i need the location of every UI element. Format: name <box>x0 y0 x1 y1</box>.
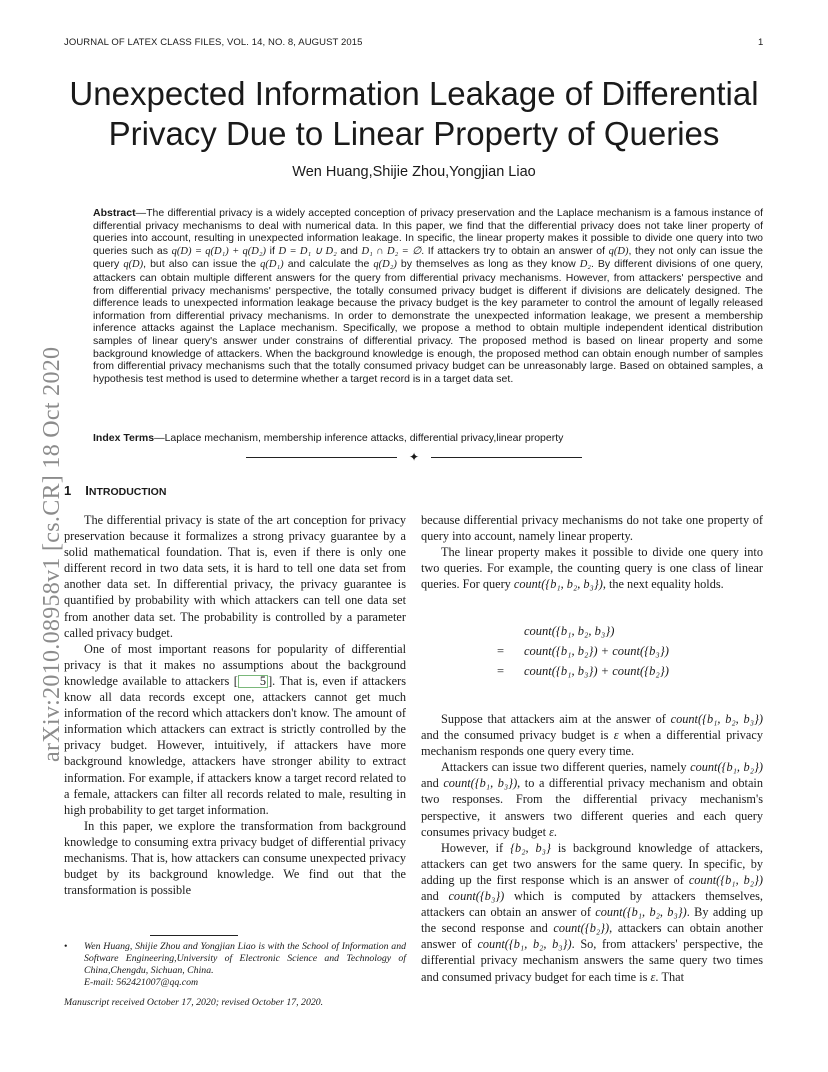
equation-row <box>497 661 669 681</box>
math-inline: count({b₁, b₂, b₃}) <box>595 905 687 920</box>
footnote <box>64 941 406 989</box>
math-inline: count({b₃}) <box>448 889 505 904</box>
math-inline: count({b₁, b₂, b₃}) <box>670 712 763 726</box>
abstract-text: , they not only can issue the query <box>93 244 764 271</box>
paragraph <box>421 840 763 985</box>
footnote-text <box>84 941 406 989</box>
author-list: Wen Huang,Shijie Zhou,Yongjian Liao <box>292 164 536 180</box>
paragraph-text: , to a differential privacy mechanism and obtain two responses. From the differential privacy mechanism's perspective, it answers two different queries and each query consumes privacy budget <box>421 776 763 839</box>
arxiv-identifier: arXiv:2010.08958v1 [cs.CR] 18 Oct 2020 <box>39 346 65 762</box>
paragraph-text: . That <box>655 969 685 984</box>
math-inline: D₁ ∩ D₂ = ∅ <box>361 245 422 257</box>
paragraph-text: and <box>421 776 444 791</box>
abstract-text: if <box>265 244 279 257</box>
paragraph <box>421 711 763 759</box>
paragraph-text: The linear property makes it possible to divide one query into two queries. For example, the counting query is one class of linear queries. For query <box>421 545 763 592</box>
equals-sign: = <box>497 644 505 658</box>
left-column <box>64 512 406 898</box>
abstract <box>93 207 763 385</box>
paragraph: One of most important reasons for popularity of differential privacy is that it makes no assumptions about the background knowledge available to attackers [ 5 ]. That is, even if attackers know all data records except one, attackers cannot get much information of the record which attackers don't know. The amount of information which attackers can extract is strictly controlled by the privacy budget. However, intuitively, if attackers have more background knowledge, attackers have stronger ability to extract information. For example, if attackers know a target record related to a female, attackers can filter all records related to male, resulting in high probability to get target information. <box>64 641 407 817</box>
paragraph: The differential privacy is state of the art conception for privacy preservation because it formalizes a strong privacy guarantee by a solid mathematical foundation. That is, even if there is only one different record in two data sets, it is hard to tell one data set from another data set. In differential privacy, the privacy guarantee is quantified by probability with which attackers can tell one data set from another data set. The probability is controlled by a parameter called privacy budget. <box>64 513 406 640</box>
section-title-rest: NTRODUCTION <box>88 486 167 498</box>
abstract-text: by themselves as long as they know <box>396 258 580 271</box>
footnote-email[interactable]: E-mail: 562421007@qq.com <box>84 977 199 988</box>
math-inline: ε <box>650 969 656 984</box>
abstract-text: . If attackers try to obtain an answer of <box>421 244 609 257</box>
math-inline: q(D₁) <box>260 259 284 271</box>
equation-row <box>497 641 669 661</box>
paragraph-text: . <box>553 824 557 839</box>
paragraph-text: when a differential privacy mechanism responds one query every time. <box>421 728 763 759</box>
footnote-rule <box>150 935 238 936</box>
paragraph-text: . So, from attackers' perspective, the differential privacy mechanism answers the same query two times and consumed privacy budget for each time is <box>421 937 763 984</box>
paragraph: because differential privacy mechanisms do not take one property of query into account, namely linear property. <box>421 513 763 544</box>
paragraph-text: and <box>421 889 449 904</box>
math-inline: q(D) = q(D₁) + q(D₂) <box>171 245 266 257</box>
equals-sign: = <box>497 664 505 678</box>
paragraph-text: Suppose that attackers aim at the answer of <box>441 712 671 726</box>
paragraph-text: One of most important reasons for popularity of differential privacy is that it makes no assumptions about the background knowledge available to attackers <box>64 641 406 688</box>
paragraph-text: is background knowledge of attackers, attackers can get two answers for the same query. In specific, by adding up the first response which is an answer of <box>421 840 763 887</box>
running-head: JOURNAL OF LATEX CLASS FILES, VOL. 14, NO. 8, AUGUST 2015 <box>64 37 363 48</box>
math-inline: count({b₁, b₂, b₃}) <box>513 577 603 592</box>
bullet-icon: • <box>64 941 68 952</box>
paragraph <box>421 759 763 839</box>
page-number: 1 <box>758 37 764 48</box>
math-inline: count({b₁, b₂}) <box>690 760 763 775</box>
paragraph-text: , the next equality holds. <box>602 577 724 592</box>
math-inline: {b₂, b₃} <box>510 840 551 855</box>
footnote-affiliation: Wen Huang, Shijie Zhou and Yongjian Liao is with the School of Information and Software Engineering,University of Electronic Science and Technology of China,Chengdu, Sichuan, China. <box>84 941 406 976</box>
equation-row <box>497 621 669 641</box>
math-inline: q(D) <box>608 245 629 257</box>
math-inline: ε <box>613 728 619 743</box>
paper-title: Unexpected Information Leakage of Differential Privacy Due to Linear Property of Queries <box>69 75 759 152</box>
abstract-text: and calculate the <box>283 258 374 271</box>
math-inline: D₂ <box>579 259 591 271</box>
abstract-text: . By different divisions of one query, attackers can obtain multiple different answers for the query from differential privacy mechanisms. However, from attackers' perspective and from differential privacy mechanisms' perspective, the totally consumed privacy budget is different if divisions are delicately designed. The difference leads to unexpected information leakage because the privacy budget is the key parameter to control the amount of legally released information from differential privacy mechanisms. In order to demonstrate the unexpected information leakage, we present a membership inference attacks against the Laplace mechanism. Specifically, we propose a method to obtain multiple independent identical distribution samples of linear query's answer under constrains of differential privacy. The proposed method is based on linear property and some background knowledge of attackers. When the background knowledge is enough, the proposed method can obtain enough number of samples from differential privacy mechanisms such that the totally consumed privacy budget can be unreasonably large. Based on obtained samples, a hypothesis test method is used to determine whether a target record is in a target data set. <box>93 258 764 385</box>
abstract-label: Abstract <box>93 207 136 219</box>
section-heading <box>64 483 166 498</box>
abstract-text: , but also can issue the <box>143 258 261 271</box>
paragraph-text: . That is, even if attackers know all data records except one, attackers cannot get much information of the record which attackers don't know. The amount of information which attackers can extract is strictly controlled by the privacy budget. However, intuitively, if attackers have more background knowledge, attackers have stronger ability to extract information. For example, if attackers know a target record related to a female, attackers can filter all records related to male, resulting in high probability to get target information. <box>64 673 407 817</box>
separator-rule-left <box>246 457 397 458</box>
manuscript-note: Manuscript received October 17, 2020; revised October 17, 2020. <box>64 997 324 1008</box>
section-initial: I <box>85 483 89 498</box>
separator-rule-right <box>431 457 582 458</box>
equation-term: count({b₁, b₂}) + count({b₃}) <box>524 644 669 658</box>
paragraph-text: Attackers can issue two different queries, namely <box>441 760 691 775</box>
display-equation <box>497 621 669 681</box>
equation-term: count({b₁, b₃}) + count({b₂}) <box>524 664 669 678</box>
math-inline: count({b₁, b₂}) <box>688 872 764 887</box>
paragraph <box>421 544 763 592</box>
abstract-text: and <box>336 244 362 257</box>
math-inline: count({b₁, b₂, b₃}) <box>477 937 572 952</box>
right-column-bottom <box>421 711 763 985</box>
citation-link[interactable]: 5 <box>238 675 268 688</box>
paragraph-text: , attackers can obtain another answer of <box>421 921 763 952</box>
section-number: 1 <box>64 483 72 498</box>
index-terms-label: Index Terms <box>93 432 155 444</box>
paragraph: In this paper, we explore the transformation from background knowledge to consuming extra privacy budget of differential privacy mechanisms. That is, how attackers can consume unexpected privacy budget by its background knowledge. We find out that the transformation is possible <box>64 818 406 898</box>
index-terms-text: —Laplace mechanism, membership inference attacks, differential privacy,linear property <box>154 432 564 444</box>
math-inline: q(D₂) <box>373 259 397 271</box>
equation-term: count({b₁, b₂, b₃}) <box>524 624 615 638</box>
right-column-top <box>421 512 763 592</box>
math-inline: D = D₁ ∪ D₂ <box>278 245 337 257</box>
math-inline: q(D) <box>123 259 144 271</box>
separator-ornament-icon: ✦ <box>409 450 420 464</box>
math-inline: count({b₂}) <box>553 921 610 936</box>
math-inline: ε <box>549 824 554 839</box>
paragraph-text: . By adding up the second response and <box>421 905 763 936</box>
paragraph-text: which is computed by attackers themselves, attackers can obtain an answer of <box>421 889 763 920</box>
paragraph-text: and the consumed privacy budget is <box>421 728 614 743</box>
math-inline: count({b₁, b₃}) <box>443 776 518 791</box>
index-terms <box>93 432 763 445</box>
abstract-text: —The differential privacy is a widely accepted conception of privacy preservation and the Laplace mechanism is a famous instance of differential privacy mechanisms to deal with numerical data. In this paper, we find that the differential privacy does not take liner property of queries into account, resulting in unexpected information leakage. In specific, the linear property makes it possible to divide one query into two queries such as <box>93 207 763 257</box>
paragraph-text: However, if <box>441 840 511 855</box>
